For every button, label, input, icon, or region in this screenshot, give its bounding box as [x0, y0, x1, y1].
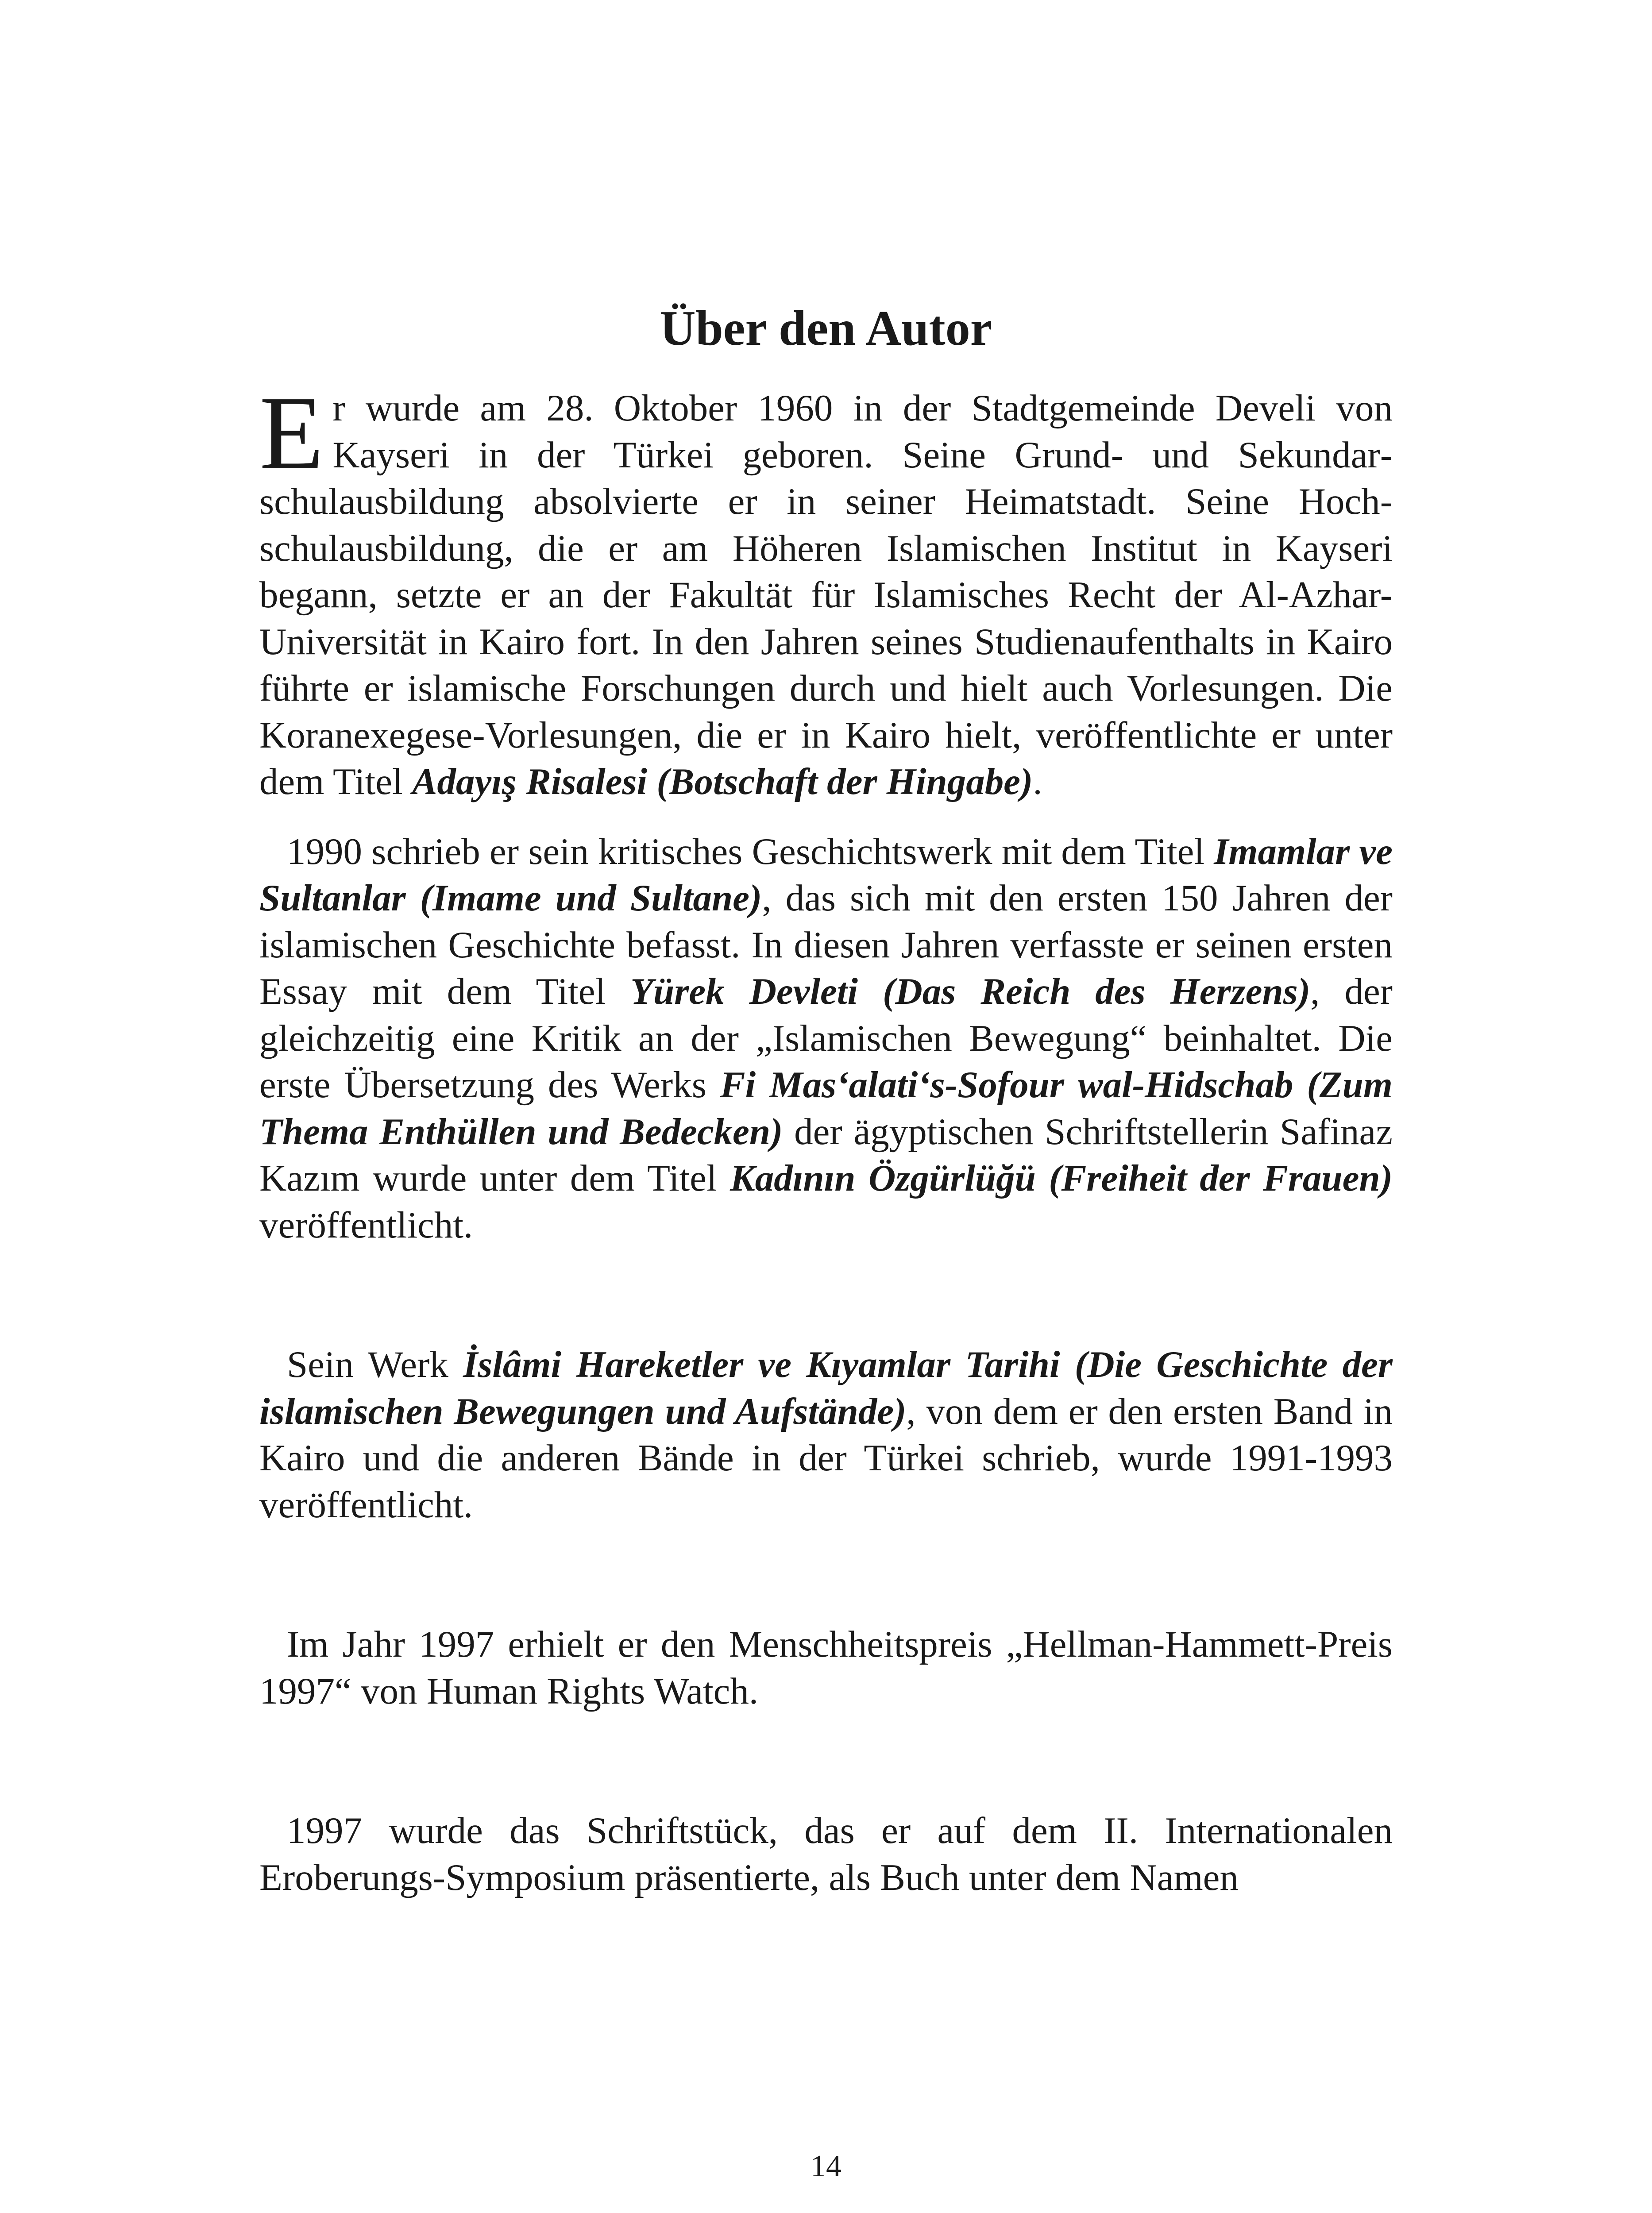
drop-cap: E — [259, 375, 324, 491]
paragraph-2-text-3: , der gleichzeitig eine Kritik an der „Islamischen Bewegung“ beinhaltet. Die erste Übersetzung des Werks — [259, 971, 1393, 1106]
book-title-imamlar-ve-sultanlar: Imamlar ve Sultanlar (Imame und Sultane) — [259, 830, 1393, 919]
book-title-adayis-risalesi: Adayış Risalesi (Botschaft der Hingabe) — [412, 761, 1033, 802]
page-title: Über den Autor — [660, 301, 992, 356]
paragraph-1-text: r wurde am 28. Oktober 1960 in der Stadtgemeinde Develi von Kayseri in der Türkei geboren. Seine Grund- und Sekundarschulausbildung absolvierte er in seiner Heimatstadt. Seine Hochschulausbildung, die er am Höheren Islamischen Institut in Kayseri begann, setzte er an der Fakultät für Islamisches Recht der Al-Azhar-Universität in Kairo fort. In den Jahren seines Studienaufenthalts in Kairo führte er islamische Forschungen durch und hielt auch Vorlesungen. Die Koranexegese-Vorlesungen, die er in Kairo hielt, veröffentlichte er unter dem Titel — [259, 387, 1393, 802]
book-title-fi-masalati: Fi Mas‘alati‘s-Sofour wal-Hidschab (Zum Thema Enthüllen und Bedecken) — [259, 1064, 1393, 1153]
paragraph-2-text-5: veröffentlicht. — [259, 1204, 473, 1246]
paragraph-2 — [259, 829, 1393, 1249]
paragraph-5 — [259, 1808, 1393, 1901]
book-title-kadinin-ozgurlugu: Kadının Özgürlüğü (Freiheit der Frauen) — [730, 1157, 1393, 1199]
paragraph-1-end: . — [1033, 761, 1042, 802]
paragraph-1 — [259, 375, 1393, 806]
paragraph-3-text-1: Sein Werk — [287, 1344, 463, 1385]
paragraph-2-text-1: 1990 schrieb er sein kritisches Geschichtswerk mit dem Titel — [287, 830, 1214, 872]
paragraph-2-text-2: , das sich mit den ersten 150 Jahren der islamischen Geschichte befasst. In diesen Jahren verfasste er seinen ersten Essay mit dem Titel — [259, 877, 1393, 1012]
paragraph-4 — [259, 1621, 1393, 1715]
book-title-islami-hareketler: İslâmi Hareketler ve Kıyamlar Tarihi (Die Geschichte der islamischen Bewegungen und Aufstände) — [259, 1344, 1393, 1432]
paragraph-4-text: Im Jahr 1997 erhielt er den Menschheitspreis „Hellman-Hammett-Preis 1997“ von Human Rights Watch. — [259, 1623, 1393, 1712]
paragraph-3 — [259, 1342, 1393, 1528]
page-number: 14 — [811, 2149, 841, 2183]
body-text — [259, 375, 1393, 1901]
paragraph-5-text: 1997 wurde das Schriftstück, das er auf dem II. Internationalen Eroberungs-Symposium präsentierte, als Buch unter dem Namen — [259, 1810, 1393, 1898]
book-title-yurek-devleti: Yürek Devleti (Das Reich des Herzens) — [630, 971, 1311, 1012]
paragraph-3-text-2: , von dem er den ersten Band in Kairo und die anderen Bände in der Türkei schrieb, wurde 1991-1993 veröffentlicht. — [259, 1390, 1393, 1526]
paragraph-2-text-4: der ägyptischen Schriftstellerin Safinaz Kazım wurde unter dem Titel — [259, 1110, 1393, 1199]
